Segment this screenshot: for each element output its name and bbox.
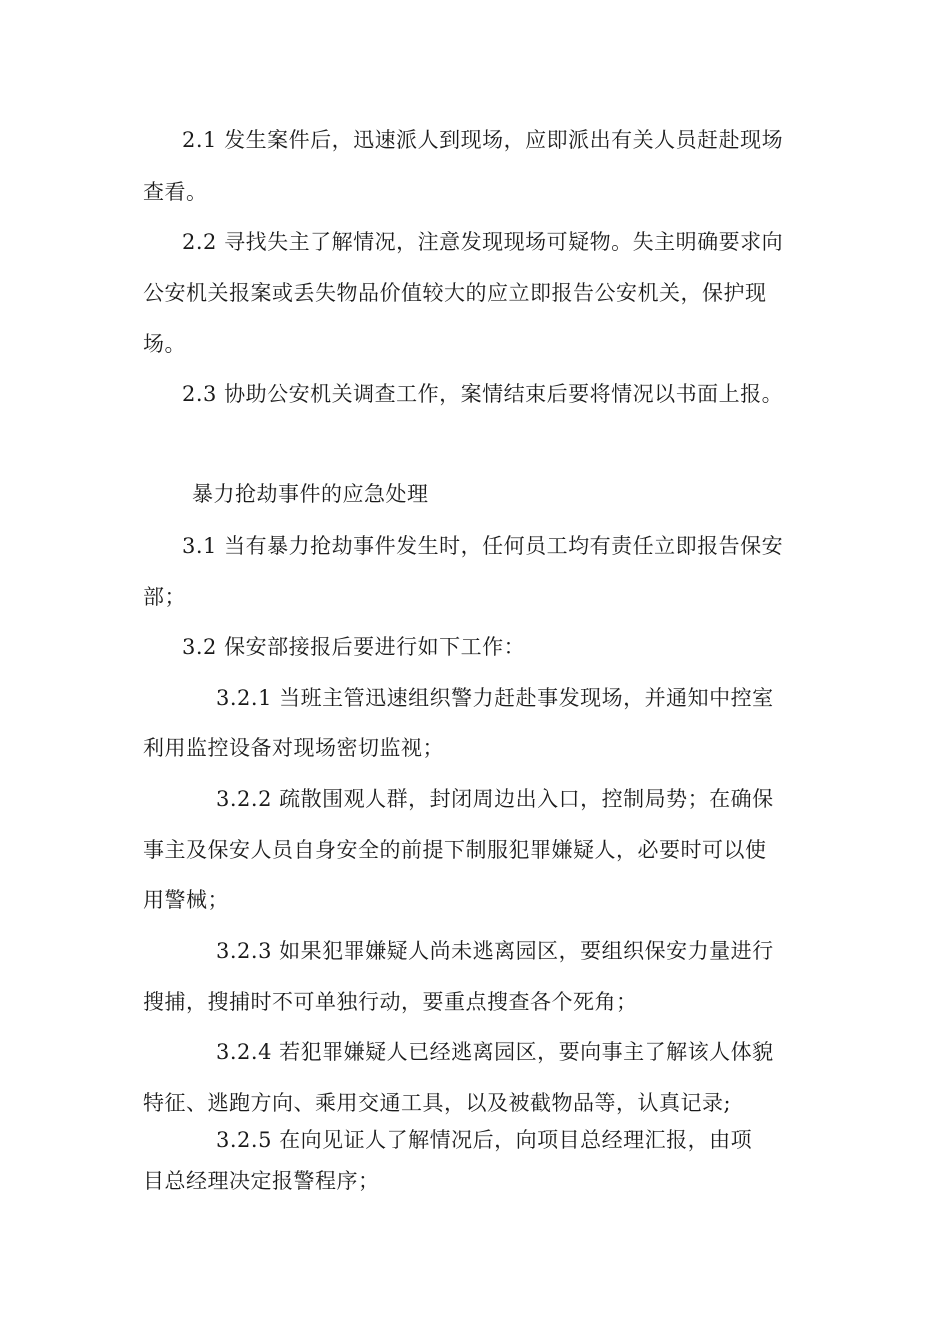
paragraph-3-2-1-line-2: 利用监控设备对现场密切监视； (143, 736, 444, 760)
paragraph-3-2-3-line-2: 搜捕，搜捕时不可单独行动，要重点搜查各个死角； (143, 990, 638, 1014)
paragraph-3-2-line-1: 3.2 保安部接报后要进行如下工作： (182, 635, 526, 659)
paragraph-2-2-line-2: 公安机关报案或丢失物品价值较大的应立即报告公安机关，保护现 (143, 281, 767, 305)
paragraph-3-2-3-line-1: 3.2.3 如果犯罪嫌疑人尚未逃离园区，要组织保安力量进行 (216, 939, 774, 963)
paragraph-2-1-line-1: 2.1 发生案件后，迅速派人到现场，应即派出有关人员赶赴现场 (182, 128, 784, 152)
paragraph-3-2-5-line-1: 3.2.5 在向见证人了解情况后，向项目总经理汇报，由项 (216, 1128, 753, 1152)
paragraph-3-1-line-1: 3.1 当有暴力抢劫事件发生时，任何员工均有责任立即报告保安 (182, 534, 784, 558)
paragraph-3-2-2-line-2: 事主及保安人员自身安全的前提下制服犯罪嫌疑人，必要时可以使 (143, 838, 767, 862)
paragraph-2-3-line-1: 2.3 协助公安机关调查工作，案情结束后要将情况以书面上报。 (182, 382, 784, 406)
paragraph-2-2-line-1: 2.2 寻找失主了解情况，注意发现现场可疑物。失主明确要求向 (182, 230, 784, 254)
paragraph-3-2-1-line-1: 3.2.1 当班主管迅速组织警力赶赴事发现场，并通知中控室 (216, 686, 774, 710)
paragraph-3-2-5-line-2: 目总经理决定报警程序； (143, 1169, 380, 1193)
paragraph-3-2-4-line-1: 3.2.4 若犯罪嫌疑人已经逃离园区，要向事主了解该人体貌 (216, 1040, 774, 1064)
paragraph-2-1-line-2: 查看。 (143, 180, 208, 204)
section-heading: 暴力抢劫事件的应急处理 (192, 482, 429, 506)
paragraph-3-2-2-line-3: 用警械； (143, 888, 229, 912)
paragraph-2-2-line-3: 场。 (143, 332, 186, 356)
paragraph-3-1-line-2: 部； (143, 585, 186, 609)
paragraph-3-2-4-line-2: 特征、逃跑方向、乘用交通工具，以及被截物品等，认真记录; (143, 1091, 732, 1115)
paragraph-3-2-2-line-1: 3.2.2 疏散围观人群，封闭周边出入口，控制局势；在确保 (216, 787, 774, 811)
